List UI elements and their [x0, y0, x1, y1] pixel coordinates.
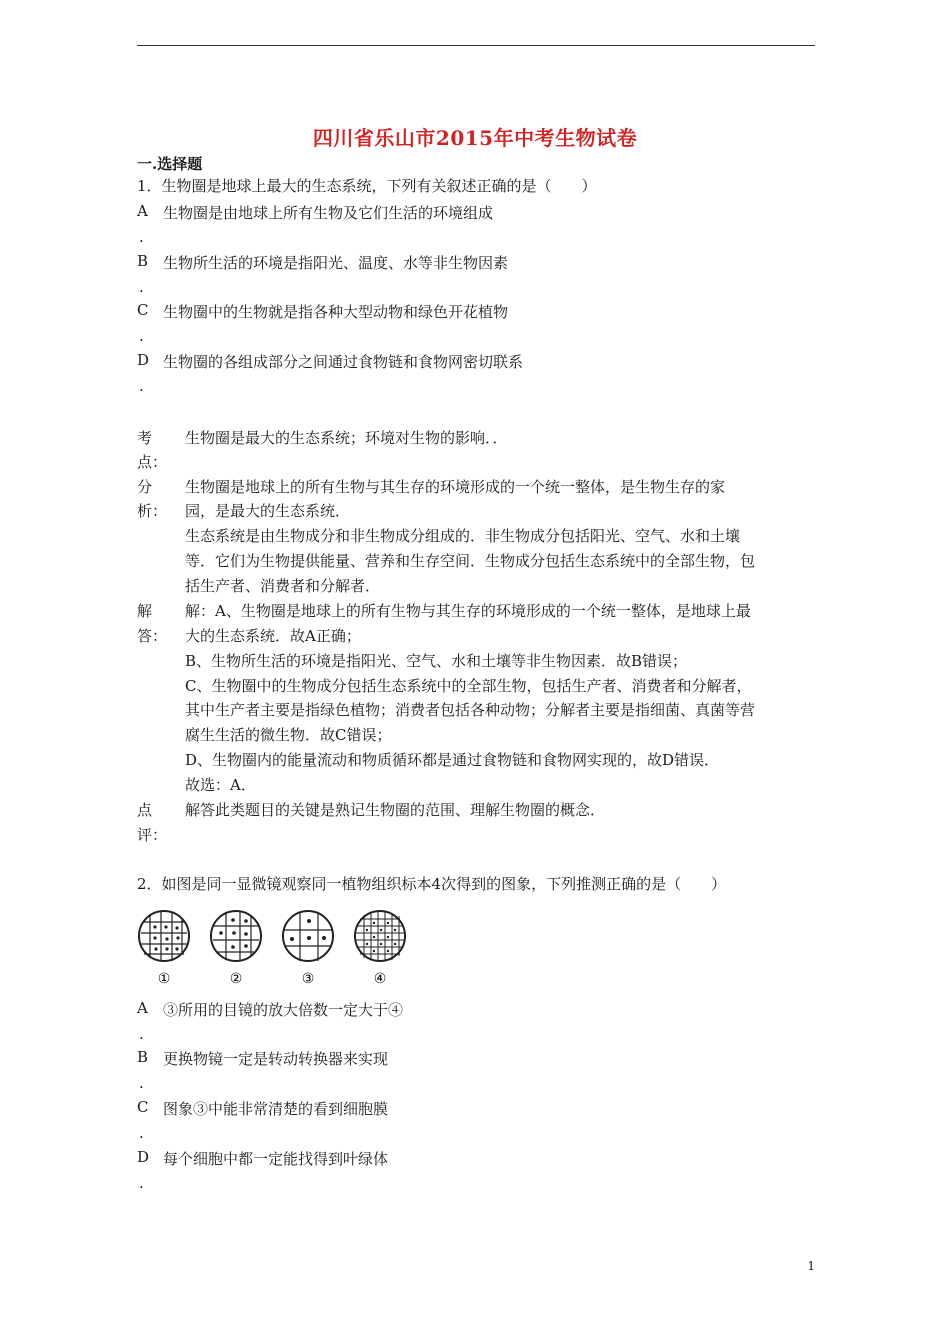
jieda-line: 其中生产者主要是指绿色植物；消费者包括各种动物；分解者主要是指细菌、真菌等营: [185, 701, 756, 719]
q1-option-a-text: 生物圈是由地球上所有生物及它们生活的环境组成: [163, 204, 494, 222]
microscope-view-2: [211, 911, 261, 961]
q1-option-c-text: 生物圈中的生物就是指各种大型动物和绿色开花植物: [163, 303, 509, 321]
jieda-label-1: 解: [137, 602, 153, 620]
q2-option-d-letter: D: [137, 1148, 150, 1166]
figure-label-3: ③: [301, 971, 315, 987]
option-dot: .: [139, 1124, 144, 1142]
option-dot: .: [139, 1174, 144, 1192]
q1-option-b-text: 生物所生活的环境是指阳光、温度、水等非生物因素: [163, 254, 509, 272]
q2-option-c-text: 图象③中能非常清楚的看到细胞膜: [163, 1100, 389, 1118]
figure-label-1: ①: [157, 971, 171, 987]
q1-option-d-text: 生物圈的各组成部分之间通过食物链和食物网密切联系: [163, 353, 524, 371]
q2-option-a-text: ③所用的目镜的放大倍数一定大于④: [163, 1001, 404, 1019]
jieda-line: 故选：A．: [185, 776, 256, 794]
figure-label-2: ②: [229, 971, 243, 987]
q1-option-b-letter: B: [137, 252, 149, 270]
header-rule: [137, 45, 815, 46]
kaodian-text: 生物圈是最大的生态系统；环境对生物的影响．．: [185, 429, 508, 447]
option-dot: .: [139, 1074, 144, 1092]
dianping-label-1: 点: [137, 801, 153, 819]
jieda-label-2: 答：: [137, 627, 168, 645]
q2-option-c-letter: C: [137, 1098, 149, 1116]
jieda-line: 腐生生活的微生物．故C错误；: [185, 726, 392, 744]
figure-label-4: ④: [373, 971, 387, 987]
jieda-line: 大的生态系统．故A正确；: [185, 627, 361, 645]
microscope-view-4: [355, 911, 405, 961]
fenxi-line: 生物圈是地球上的所有生物与其生存的环境形成的一个统一整体，是生物生存的家: [185, 478, 726, 496]
q1-stem: 1．生物圈是地球上最大的生态系统，下列有关叙述正确的是（ ）: [137, 177, 597, 195]
fenxi-label-1: 分: [137, 478, 153, 496]
page-title: 四川省乐山市2015年中考生物试卷: [312, 126, 638, 150]
option-dot: .: [139, 278, 144, 296]
fenxi-line: 园，是最大的生态系统．: [185, 502, 351, 520]
q1-option-a-letter: A: [137, 202, 148, 220]
microscope-view-3: [283, 911, 333, 961]
q2-option-d-text: 每个细胞中都一定能找得到叶绿体: [163, 1150, 389, 1168]
jieda-line: C、生物圈中的生物成分包括生态系统中的全部生物，包括生产者、消费者和分解者，: [185, 677, 752, 695]
dianping-text: 解答此类题目的关键是熟记生物圈的范围、理解生物圈的概念．: [185, 801, 606, 819]
kaodian-label-1: 考: [137, 429, 153, 447]
q1-option-d-letter: D: [137, 351, 150, 369]
option-dot: .: [139, 1025, 144, 1043]
microscope-view-1: [139, 911, 189, 961]
option-dot: .: [139, 327, 144, 345]
fenxi-line: 等．它们为生物提供能量、营养和生存空间．生物成分包括生态系统中的全部生物，包: [185, 552, 756, 570]
option-dot: .: [139, 377, 144, 395]
q2-stem: 2．如图是同一显微镜观察同一植物组织标本4次得到的图象，下列推测正确的是（ ）: [137, 875, 727, 893]
section-heading: 一.选择题: [137, 155, 203, 173]
page-number: 1: [807, 1259, 815, 1273]
q1-option-c-letter: C: [137, 301, 149, 319]
jieda-line: B、生物所生活的环境是指阳光、空气、水和土壤等非生物因素．故B错误；: [185, 652, 688, 670]
jieda-line: 解：A、生物圈是地球上的所有生物与其生存的环境形成的一个统一整体，是地球上最: [185, 602, 751, 620]
fenxi-label-2: 析：: [137, 502, 168, 520]
q2-option-a-letter: A: [137, 999, 148, 1017]
jieda-line: D、生物圈内的能量流动和物质循环都是通过食物链和食物网实现的，故D错误．: [185, 751, 720, 769]
dianping-label-2: 评：: [137, 826, 168, 844]
q2-option-b-letter: B: [137, 1048, 149, 1066]
microscope-figure: [134, 906, 414, 990]
fenxi-line: 括生产者、消费者和分解者．: [185, 577, 381, 595]
q2-option-b-text: 更换物镜一定是转动转换器来实现: [163, 1050, 389, 1068]
kaodian-label-2: 点：: [137, 453, 168, 471]
fenxi-line: 生态系统是由生物成分和非生物成分组成的．非生物成分包括阳光、空气、水和土壤: [185, 527, 741, 545]
option-dot: .: [139, 228, 144, 246]
